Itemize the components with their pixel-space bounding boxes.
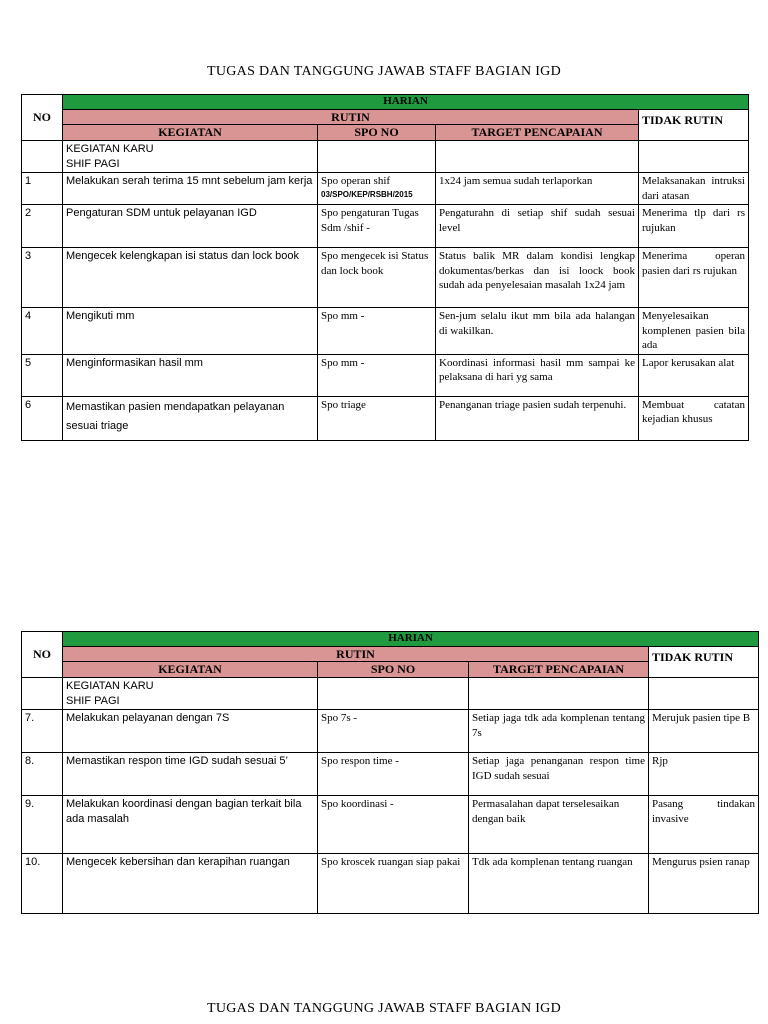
row-spo: Spo kroscek ruangan siap pakai	[318, 854, 469, 914]
row-tidak-rutin: Menerima tlp dari rs rujukan	[639, 205, 749, 248]
row-no: 7.	[22, 710, 63, 753]
row-spo: Spo pengaturan Tugas Sdm /shif -	[318, 205, 436, 248]
section-cell-target	[469, 678, 649, 710]
header-target: TARGET PENCAPAIAN	[469, 662, 649, 678]
row-tidak-rutin: Menyelesaikan komplenen pasien bila ada	[639, 308, 749, 355]
row-no: 9.	[22, 796, 63, 854]
row-kegiatan: Melakukan serah terima 15 mnt sebelum jam kerja	[63, 173, 318, 205]
row-spo: Spo triage	[318, 396, 436, 440]
section-cell-no	[22, 678, 63, 710]
table-row	[22, 354, 749, 396]
header-harian: HARIAN	[63, 95, 749, 110]
row-kegiatan: Mengecek kebersihan dan kerapihan ruangan	[63, 854, 318, 914]
header-no: NO	[22, 632, 63, 678]
row-spo: Spo respon time -	[318, 753, 469, 796]
section-label	[63, 678, 318, 710]
row-target: 1x24 jam semua sudah terlaporkan	[436, 173, 639, 205]
table-row	[22, 753, 759, 796]
duty-table-2	[21, 631, 759, 914]
table-row	[22, 173, 749, 205]
row-target: Koordinasi informasi hasil mm sampai ke pelaksana di hari yg sama	[436, 354, 639, 396]
row-spo-code: 03/SPO/KEP/RSBH/2015	[321, 189, 413, 199]
header-harian: HARIAN	[63, 632, 759, 647]
header-no: NO	[22, 95, 63, 141]
row-no: 8.	[22, 753, 63, 796]
header-rutin: RUTIN	[63, 110, 639, 125]
row-kegiatan: Memastikan respon time IGD sudah sesuai 5’	[63, 753, 318, 796]
section-cell-target	[436, 141, 639, 173]
row-no: 5	[22, 354, 63, 396]
section-label-line2: SHIF PAGI	[66, 694, 120, 707]
row-tidak-rutin: Merujuk pasien tipe B	[649, 710, 759, 753]
row-spo: Spo mm -	[318, 308, 436, 355]
header-target: TARGET PENCAPAIAN	[436, 125, 639, 141]
row-no: 10.	[22, 854, 63, 914]
page-title-next: TUGAS DAN TANGGUNG JAWAB STAFF BAGIAN IGD	[206, 1001, 562, 1016]
section-cell-no	[22, 141, 63, 173]
table-row	[22, 796, 759, 854]
row-tidak-rutin: Membuat catatan kejadian khusus	[639, 396, 749, 440]
row-kegiatan: Melakukan pelayanan dengan 7S	[63, 710, 318, 753]
row-spo: Spo 7s -	[318, 710, 469, 753]
page-title: TUGAS DAN TANGGUNG JAWAB STAFF BAGIAN IGD	[206, 64, 562, 79]
duty-table-1	[21, 94, 749, 441]
row-target: Pengaturahn di setiap shif sudah sesuai level	[436, 205, 639, 248]
row-spo: Spo mm -	[318, 354, 436, 396]
table-row	[22, 205, 749, 248]
row-kegiatan: Menginformasikan hasil mm	[63, 354, 318, 396]
table-row	[22, 396, 749, 440]
row-target: Sen-jum selalu ikut mm bila ada halangan di wakilkan.	[436, 308, 639, 355]
row-no: 4	[22, 308, 63, 355]
section-label-line2: SHIF PAGI	[66, 157, 120, 170]
section-cell-spo	[318, 141, 436, 173]
row-kegiatan: Pengaturan SDM untuk pelayanan IGD	[63, 205, 318, 248]
table-row	[22, 854, 759, 914]
row-no: 2	[22, 205, 63, 248]
row-no: 3	[22, 248, 63, 308]
row-spo: Spo koordinasi -	[318, 796, 469, 854]
row-kegiatan: Memastikan pasien mendapatkan pelayanan sesuai triage	[63, 396, 318, 440]
row-target: Setiap jaga tdk ada komplenan tentang 7s	[469, 710, 649, 753]
row-tidak-rutin: Pasang tindakan invasive	[649, 796, 759, 854]
table-row	[22, 248, 749, 308]
row-spo	[318, 173, 436, 205]
section-cell-spo	[318, 678, 469, 710]
header-rutin: RUTIN	[63, 647, 649, 662]
row-kegiatan: Mengikuti mm	[63, 308, 318, 355]
header-kegiatan: KEGIATAN	[63, 662, 318, 678]
table-row	[22, 308, 749, 355]
section-label-line1: KEGIATAN KARU	[66, 680, 154, 692]
header-tidak-rutin: TIDAK RUTIN	[649, 647, 759, 678]
row-spo-name: Spo operan shif	[321, 175, 391, 187]
header-spo-no: SPO NO	[318, 125, 436, 141]
row-kegiatan: Mengecek kelengkapan isi status dan lock book	[63, 248, 318, 308]
row-no: 6	[22, 396, 63, 440]
row-target: Permasalahan dapat terselesaikan dengan baik	[469, 796, 649, 854]
table-row	[22, 710, 759, 753]
section-label	[63, 141, 318, 173]
section-cell-tidak	[649, 678, 759, 710]
row-target: Setiap jaga penanganan respon time IGD sudah sesuai	[469, 753, 649, 796]
row-no: 1	[22, 173, 63, 205]
row-tidak-rutin: Lapor kerusakan alat	[639, 354, 749, 396]
row-spo: Spo mengecek isi Status dan lock book	[318, 248, 436, 308]
section-cell-tidak	[639, 141, 749, 173]
row-tidak-rutin: Melaksanakan intruksi dari atasan	[639, 173, 749, 205]
header-kegiatan: KEGIATAN	[63, 125, 318, 141]
row-target: Status balik MR dalam kondisi lengkap dokumentas/berkas dan isi loock book sudah ada penyelesaian masalah 1x24 jam	[436, 248, 639, 308]
header-tidak-rutin: TIDAK RUTIN	[639, 110, 749, 141]
header-spo-no: SPO NO	[318, 662, 469, 678]
row-tidak-rutin: Mengurus psien ranap	[649, 854, 759, 914]
row-tidak-rutin: Menerima operan pasien dari rs rujukan	[639, 248, 749, 308]
row-tidak-rutin: Rjp	[649, 753, 759, 796]
row-target: Tdk ada komplenan tentang ruangan	[469, 854, 649, 914]
section-label-line1: KEGIATAN KARU	[66, 143, 154, 155]
row-kegiatan: Melakukan koordinasi dengan bagian terkait bila ada masalah	[63, 796, 318, 854]
row-target: Penanganan triage pasien sudah terpenuhi.	[436, 396, 639, 440]
